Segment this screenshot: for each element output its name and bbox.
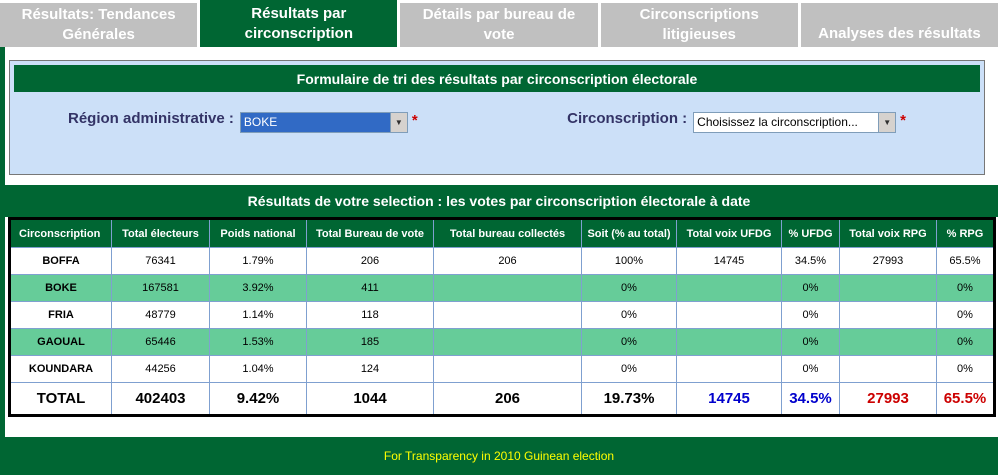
col-total-electeurs: Total électeurs	[112, 219, 210, 248]
table-cell: 100%	[582, 248, 677, 275]
footer-text: For Transparency in 2010 Guinean election	[383, 449, 615, 463]
region-required-asterisk: *	[411, 112, 418, 129]
table-cell: 0%	[582, 356, 677, 383]
tab-resultats-par-circonscription[interactable]: Résultats par circonscription	[200, 0, 397, 47]
table-cell	[434, 356, 582, 383]
table-cell: 0%	[782, 356, 840, 383]
table-cell	[840, 329, 937, 356]
tab-details-par-bureau-de-vote[interactable]: Détails par bureau de vote	[400, 3, 597, 47]
table-cell: 3.92%	[210, 275, 307, 302]
total-cell: 65.5%	[937, 383, 995, 416]
table-cell: GAOUAL	[10, 329, 112, 356]
table-cell: 185	[307, 329, 434, 356]
total-cell: 34.5%	[782, 383, 840, 416]
table-cell	[840, 275, 937, 302]
left-green-strip	[0, 47, 5, 475]
table-cell: 27993	[840, 248, 937, 275]
circonscription-select-value: Choisissez la circonscription...	[697, 115, 858, 129]
table-cell	[677, 302, 782, 329]
results-title-bar: Résultats de votre selection : les votes par circonscription électorale à date	[0, 185, 998, 217]
table-cell	[434, 275, 582, 302]
table-cell: 48779	[112, 302, 210, 329]
chevron-down-icon[interactable]: ▼	[390, 113, 407, 132]
table-row	[10, 302, 995, 329]
table-cell: 0%	[582, 302, 677, 329]
table-cell: FRIA	[10, 302, 112, 329]
total-cell: 9.42%	[210, 383, 307, 416]
table-cell: 411	[307, 275, 434, 302]
results-table	[8, 217, 996, 417]
table-cell: 44256	[112, 356, 210, 383]
table-cell: 65.5%	[937, 248, 995, 275]
table-cell: 167581	[112, 275, 210, 302]
circonscription-select[interactable]	[693, 112, 896, 133]
total-cell: TOTAL	[10, 383, 112, 416]
table-cell	[434, 302, 582, 329]
table-cell: 0%	[937, 302, 995, 329]
table-cell: 118	[307, 302, 434, 329]
table-cell: 0%	[937, 329, 995, 356]
tab-analyses-des-resultats[interactable]: Analyses des résultats	[801, 3, 998, 47]
table-cell	[434, 329, 582, 356]
circonscription-field-group	[567, 110, 906, 133]
total-cell: 19.73%	[582, 383, 677, 416]
results-header-row	[10, 219, 995, 248]
table-cell	[840, 356, 937, 383]
table-cell: 0%	[937, 275, 995, 302]
table-cell: 1.04%	[210, 356, 307, 383]
table-cell: BOKE	[10, 275, 112, 302]
region-select-value: BOKE	[241, 113, 390, 132]
col-poids-national: Poids national	[210, 219, 307, 248]
region-select[interactable]	[240, 112, 408, 133]
table-cell: 34.5%	[782, 248, 840, 275]
form-row	[10, 110, 984, 133]
col-pct-rpg: % RPG	[937, 219, 995, 248]
col-soit-pct-au-total: Soit (% au total)	[582, 219, 677, 248]
circonscription-required-asterisk: *	[900, 112, 906, 129]
total-cell: 27993	[840, 383, 937, 416]
table-cell: 0%	[782, 302, 840, 329]
total-cell: 402403	[112, 383, 210, 416]
col-circonscription: Circonscription	[10, 219, 112, 248]
table-cell: 0%	[782, 329, 840, 356]
total-cell: 206	[434, 383, 582, 416]
table-cell: 0%	[937, 356, 995, 383]
table-cell	[677, 275, 782, 302]
table-cell: 0%	[782, 275, 840, 302]
circonscription-label: Circonscription :	[567, 110, 688, 127]
table-cell: 206	[307, 248, 434, 275]
col-total-bureau-collectes: Total bureau collectés	[434, 219, 582, 248]
chevron-down-icon[interactable]: ▼	[878, 113, 895, 132]
table-cell: 14745	[677, 248, 782, 275]
col-total-voix-rpg: Total voix RPG	[840, 219, 937, 248]
footer-bar	[0, 437, 998, 475]
table-cell: 124	[307, 356, 434, 383]
table-row	[10, 329, 995, 356]
tab-bar	[0, 0, 998, 47]
total-row	[10, 383, 995, 416]
total-cell: 1044	[307, 383, 434, 416]
form-title: Formulaire de tri des résultats par circonscription électorale	[14, 65, 980, 92]
table-cell: 1.53%	[210, 329, 307, 356]
table-cell	[677, 356, 782, 383]
table-cell: BOFFA	[10, 248, 112, 275]
table-cell	[677, 329, 782, 356]
table-row	[10, 248, 995, 275]
table-cell: 206	[434, 248, 582, 275]
table-cell: KOUNDARA	[10, 356, 112, 383]
tab-circonscriptions-litigieuses[interactable]: Circonscriptions litigieuses	[601, 3, 798, 47]
table-cell	[840, 302, 937, 329]
results-tbody	[10, 248, 995, 416]
table-cell: 65446	[112, 329, 210, 356]
table-cell: 0%	[582, 275, 677, 302]
col-total-voix-ufdg: Total voix UFDG	[677, 219, 782, 248]
table-cell: 1.79%	[210, 248, 307, 275]
col-pct-ufdg: % UFDG	[782, 219, 840, 248]
region-field-group	[68, 110, 418, 133]
table-row	[10, 356, 995, 383]
filter-form-panel	[9, 60, 985, 175]
total-cell: 14745	[677, 383, 782, 416]
col-total-bureau-de-vote: Total Bureau de vote	[307, 219, 434, 248]
table-cell: 76341	[112, 248, 210, 275]
region-label: Région administrative :	[68, 110, 234, 127]
tab-tendances-generales[interactable]: Résultats: Tendances Générales	[0, 3, 197, 47]
table-row	[10, 275, 995, 302]
table-cell: 1.14%	[210, 302, 307, 329]
table-cell: 0%	[582, 329, 677, 356]
